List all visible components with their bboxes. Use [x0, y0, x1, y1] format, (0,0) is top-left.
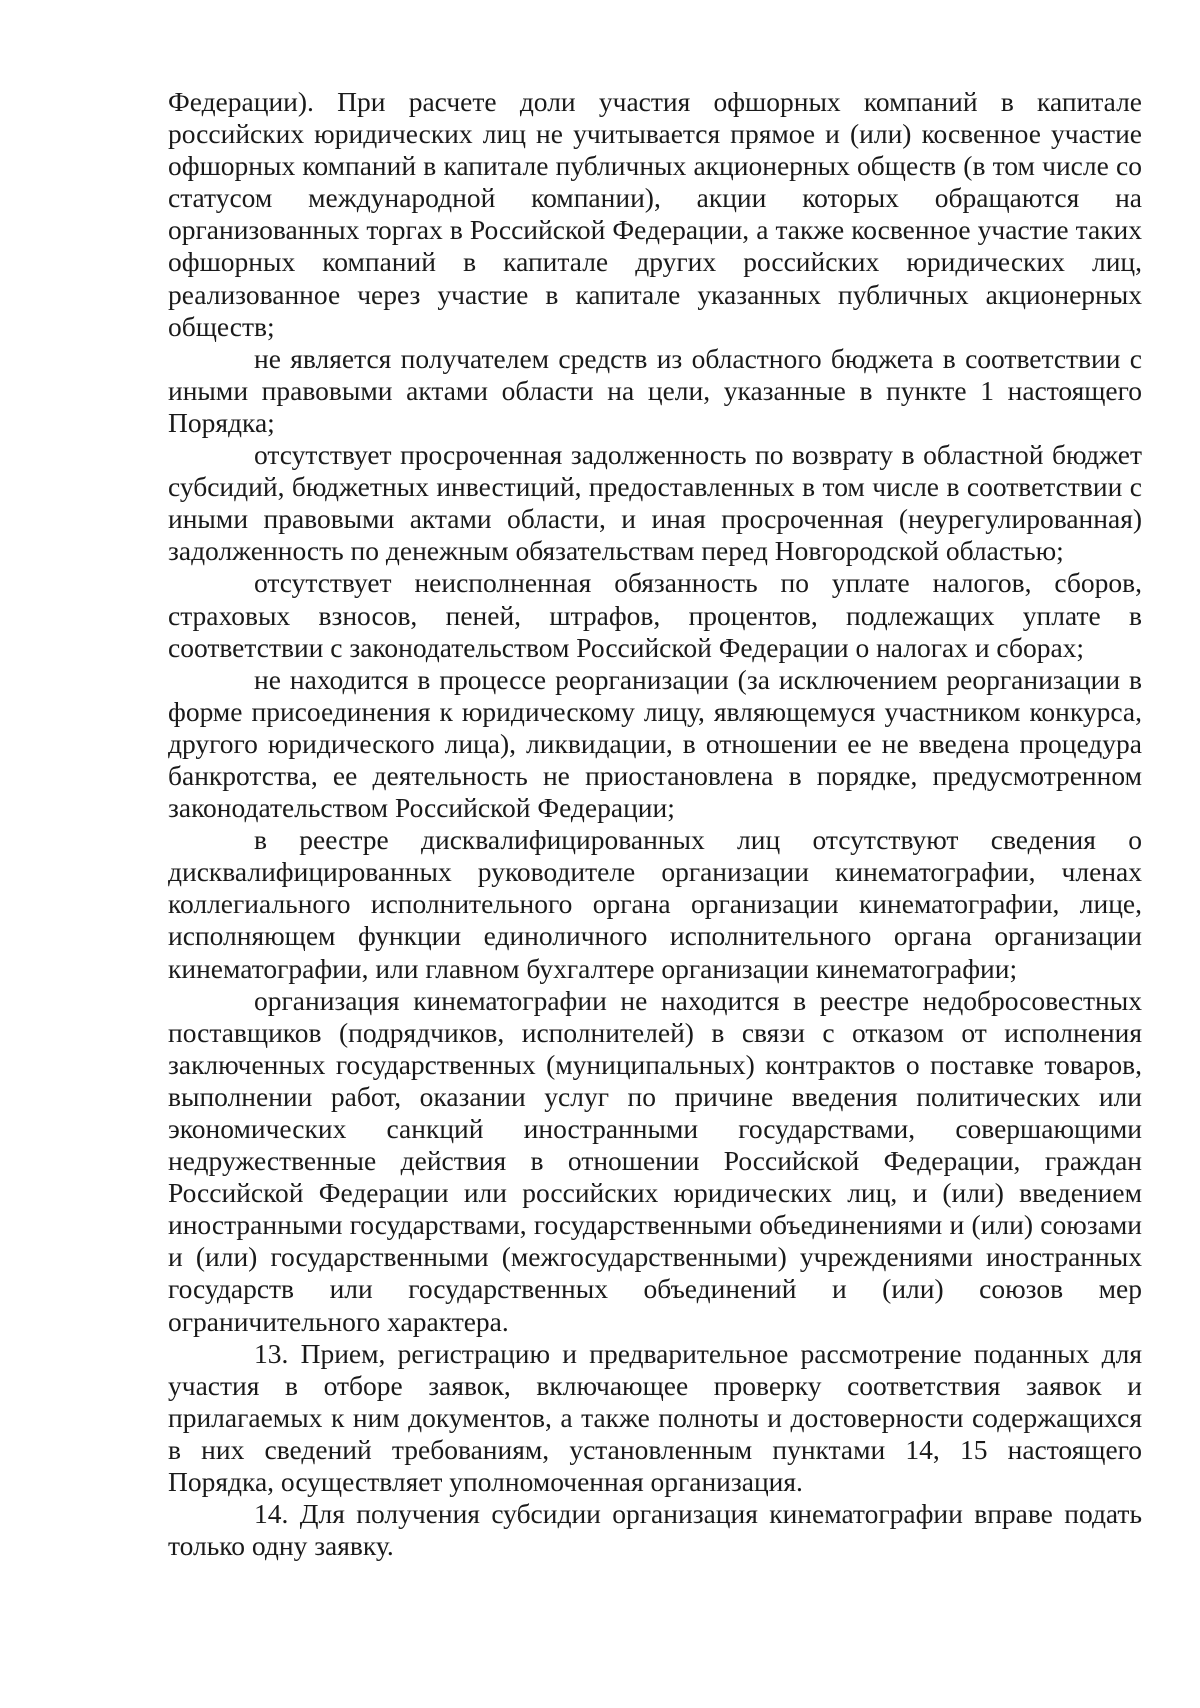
paragraph-item-13: 13. Прием, регистрацию и предварительное рассмотрение поданных для участия в отборе заявок, включающее проверку соответствия заявок и прилагаемых к ним документов, а также полноты и достоверности содержащихся в них сведений требованиям, установленным пунктами 14, 15 настоящего Порядка, осуществляет уполномоченная организация. — [168, 1337, 1142, 1498]
paragraph-no-overdue-debt: отсутствует просроченная задолженность по возврату в областной бюджет субсидий, бюджетных инвестиций, предоставленных в том числе в соответствии с иными правовыми актами области, и иная просроченная (неурегулированная) задолженность по денежным обязательствам перед Новгородской областью; — [168, 439, 1142, 567]
paragraph-item-14: 14. Для получения субсидии организация кинематографии вправе подать только одну заявку. — [168, 1498, 1142, 1562]
paragraph-not-in-reorganization: не находится в процессе реорганизации (за исключением реорганизации в форме присоединения к юридическому лицу, являющемуся участником конкурса, другого юридического лица), ликвидации, в отношении ее не введена процедура банкротства, ее деятельность не приостановлена в порядке, предусмотренном законодательством Российской Федерации; — [168, 663, 1142, 824]
paragraph-no-tax-arrears: отсутствует неисполненная обязанность по уплате налогов, сборов, страховых взносов, пеней, штрафов, процентов, подлежащих уплате в соответствии с законодательством Российской Федерации о налогах и сборах; — [168, 567, 1142, 663]
paragraph-not-budget-recipient: не является получателем средств из областного бюджета в соответствии с иными правовыми актами области на цели, указанные в пункте 1 настоящего Порядка; — [168, 342, 1142, 438]
document-page — [168, 86, 1142, 1562]
paragraph-disqualified-persons-registry: в реестре дисквалифицированных лиц отсутствуют сведения о дисквалифицированных руководителе организации кинематографии, членах коллегиального исполнительного органа организации кинематографии, лице, исполняющем функции единоличного исполнительного органа организации кинематографии, или главном бухгалтере организации кинематографии; — [168, 824, 1142, 984]
paragraph-offshore-participation: Федерации). При расчете доли участия офшорных компаний в капитале российских юридических лиц не учитывается прямое и (или) косвенное участие офшорных компаний в капитале публичных акционерных обществ (в том числе со статусом международной компании), акции которых обращаются на организованных торгах в Российской Федерации, а также косвенное участие таких офшорных компаний в капитале других российских юридических лиц, реализованное через участие в капитале указанных публичных акционерных обществ; — [168, 86, 1142, 342]
paragraph-unfair-suppliers-registry: организация кинематографии не находится в реестре недобросовестных поставщиков (подрядчиков, исполнителей) в связи с отказом от исполнения заключенных государственных (муниципальных) контрактов о поставке товаров, выполнении работ, оказании услуг по причине введения политических или экономических санкций иностранными государствами, совершающими недружественные действия в отношении Российской Федерации, граждан Российской Федерации или российских юридических лиц, и (или) введением иностранными государствами, государственными объединениями и (или) союзами и (или) государственными (межгосударственными) учреждениями иностранных государств или государственных объединений и (или) союзов мер ограничительного характера. — [168, 984, 1142, 1337]
